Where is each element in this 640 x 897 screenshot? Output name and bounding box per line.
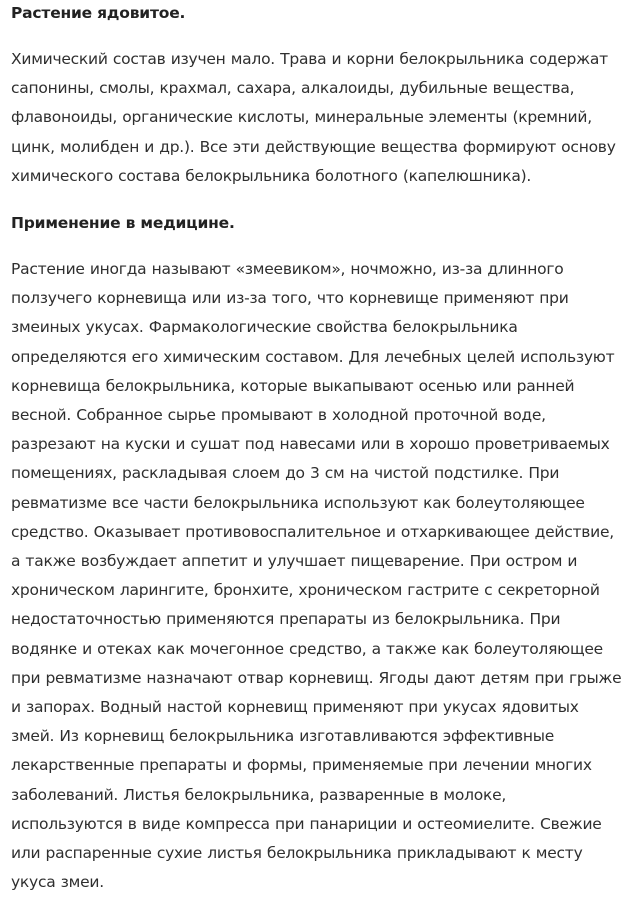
paragraph-line: змей. Из корневищ белокрыльника изготавливаются эффективные xyxy=(11,727,555,746)
paragraph-line: химического состава белокрыльника болотного (капелюшника). xyxy=(11,166,532,185)
paragraph-line: или распаренные сухие листья белокрыльника прикладывают к месту xyxy=(11,844,583,863)
paragraph-line: весной. Собранное сырье промывают в холодной проточной воде, xyxy=(11,406,546,425)
paragraph-line: и запорах. Водный настой корневищ применяют при укусах ядовитых xyxy=(11,698,579,717)
paragraph-line: цинк, молибден и др.). Все эти действующие вещества формируют основу xyxy=(11,137,616,156)
section-heading-medicine: Применение в медицине. xyxy=(11,214,235,233)
article-body xyxy=(11,0,631,897)
paragraph-line: определяются его химическим составом. Для лечебных целей используют xyxy=(11,347,615,366)
medicinal-use-paragraph xyxy=(11,255,631,897)
paragraph-line: корневища белокрыльника, которые выкапывают осенью или ранней xyxy=(11,376,575,395)
paragraph-line: Растение иногда называют «змеевиком», ночможно, из-за длинного xyxy=(11,260,564,279)
paragraph-line: разрезают на куски и сушат под навесами или в хорошо проветриваемых xyxy=(11,435,610,454)
paragraph-line: ревматизме все части белокрыльника используют как болеутоляющее xyxy=(11,493,585,512)
paragraph-line: Химический состав изучен мало. Трава и корни белокрыльника содержат xyxy=(11,50,608,68)
paragraph-line: при ревматизме назначают отвар корневищ. Ягоды дают детям при грыже xyxy=(11,668,622,687)
chemical-composition-paragraph xyxy=(11,45,631,191)
paragraph-line: водянке и отеках как мочегонное средство, а также как болеутоляющее xyxy=(11,639,603,658)
paragraph-line: укуса змеи. xyxy=(11,873,104,892)
paragraph-line: флавоноиды, органические кислоты, минеральные элементы (кремний, xyxy=(11,108,592,127)
paragraph-line: средство. Оказывает противовоспалительное и отхаркивающее действие, xyxy=(11,522,614,541)
paragraph-line: хроническом ларингите, бронхите, хроническом гастрите с секреторной xyxy=(11,581,600,600)
paragraph-line: ползучего корневища или из-за того, что корневище применяют при xyxy=(11,289,569,308)
paragraph-line: а также возбуждает аппетит и улучшает пищеварение. При остром и xyxy=(11,552,578,571)
paragraph-line: сапонины, смолы, крахмал, сахара, алкалоиды, дубильные вещества, xyxy=(11,79,575,98)
section-heading-poisonous: Растение ядовитое. xyxy=(11,4,186,22)
paragraph-line: лекарственные препараты и формы, применяемые при лечении многих xyxy=(11,756,592,775)
paragraph-line: змеиных укусах. Фармакологические свойства белокрыльника xyxy=(11,318,518,337)
paragraph-line: используются в виде компресса при панариции и остеомиелите. Свежие xyxy=(11,814,602,833)
paragraph-line: заболеваний. Листья белокрыльника, разваренные в молоке, xyxy=(11,785,507,804)
paragraph-line: помещениях, раскладывая слоем до 3 см на чистой подстилке. При xyxy=(11,464,560,483)
paragraph-line: недостаточностью применяются препараты из белокрыльника. При xyxy=(11,610,561,629)
